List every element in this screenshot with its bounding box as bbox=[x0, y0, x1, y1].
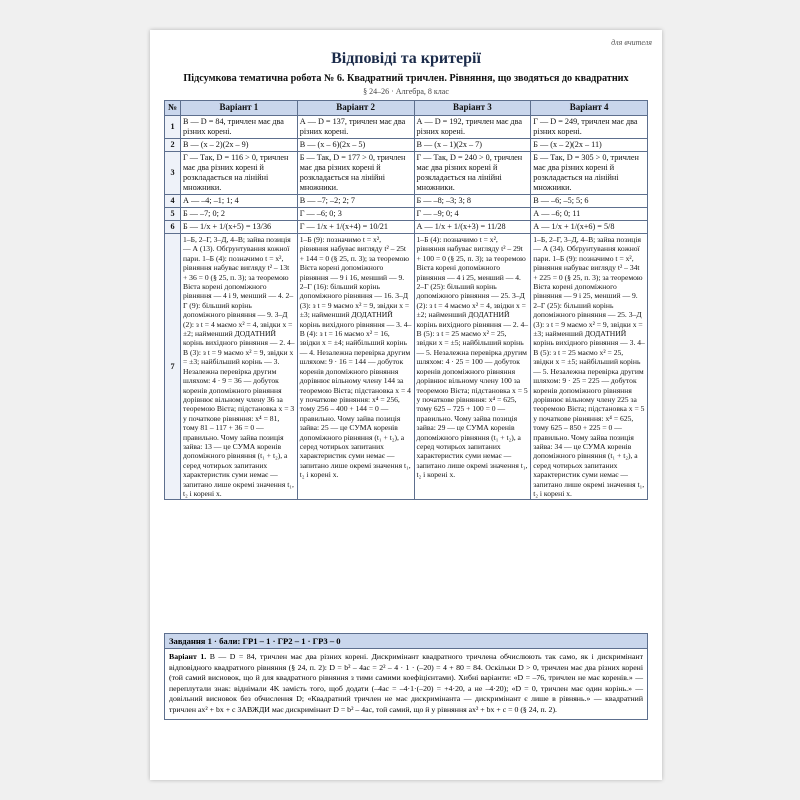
table-cell: А — D = 192, тричлен має два різних корені. bbox=[414, 116, 531, 139]
explanation-text: В — D = 84, тричлен має два різних корені. Дискримінант квадратного тричлена обчислюють так само, як і дискримінант відповідного квадратного рівняння (§ 24, п. 2): D = b² – 4ac = 2² – 4 · 1 · (–20) = 4 + 80 = 84. Оскільки D > 0, тричлен має два різних корені (той самий висновок, що й для квадратного рівняння з тими самими коефіцієнтами). Хибні варіанти: «D = –76, тричлен не має коренів.» — переплутали знак: віднімали 4K замість того, щоб додати (–4ac = –4·1·(–20) = +4·20, а не –4·20); «D = 0, тричлен має один корінь.» — довільний висновок без обчислення D; «Квадратний тричлен не має дискримінанта — дискримінант є лише в рівнянь.» — квадратний тричлен ax² + bx + c ЗАВЖДИ має дискримінант D = b² – 4ac, той самий, що й у рівняння ax² + bx + c = 0 (§ 24, п. 2). bbox=[169, 652, 644, 714]
table-cell: Б — 1/x + 1/(x+5) = 13/36 bbox=[181, 221, 298, 234]
table-cell: Б — –7; 0; 2 bbox=[181, 208, 298, 221]
row-number: 3 bbox=[165, 152, 181, 195]
table-cell: В — –7; –2; 2; 7 bbox=[297, 195, 414, 208]
table-row bbox=[165, 195, 648, 208]
row-number: 7 bbox=[165, 234, 181, 500]
table-cell: Б — Так, D = 177 > 0, тричлен має два різних корені й розкладається на лінійні множники. bbox=[297, 152, 414, 195]
table-row bbox=[165, 116, 648, 139]
page-subtitle: Підсумкова тематична робота № 6. Квадратний тричлен. Рівняння, що зводяться до квадратних bbox=[183, 73, 629, 84]
table-cell: Г — –9; 0; 4 bbox=[414, 208, 531, 221]
table-cell: А — –4; –1; 1; 4 bbox=[181, 195, 298, 208]
table-cell: Г — –6; 0; 3 bbox=[297, 208, 414, 221]
table-cell: А — D = 137, тричлен має два різних корені. bbox=[297, 116, 414, 139]
table-cell: Г — Так, D = 116 > 0, тричлен має два різних корені й розкладається на лінійні множники. bbox=[181, 152, 298, 195]
column-header-variant-4: Варіант 4 bbox=[531, 101, 648, 116]
teacher-note: для вчителя bbox=[611, 38, 652, 47]
column-header-variant-1: Варіант 1 bbox=[181, 101, 298, 116]
table-cell: А — 1/x + 1/(x+3) = 11/28 bbox=[414, 221, 531, 234]
table-cell: В — D = 84, тричлен має два різних корені. bbox=[181, 116, 298, 139]
table-cell: 1–Б (9): позначимо t = x², рівняння набуває вигляду t² – 25t + 144 = 0 (§ 25, п. 3); за теоремою Вієта корені допоміжного рівняння — 9 і 16, менший — 9. 2–Г (16): більший корінь допоміжного рівняння — 16. 3–Д (3): з t = 9 маємо x² = 9, звідки x = ±3; найменший ДОДАТНИЙ корінь вихідного рівняння — 3. 4–В (4): з t = 16 маємо x² = 16, звідки x = ±4; найбільший корінь — 4. Незалежна перевірка другим шляхом: 9 · 16 = 144 — добуток коренів допоміжного рівняння дорівнює вільному члену 144 за теоремою Вієта; підстановка x = 4 у початкове рівняння: x⁴ = 256, тому 256 – 400 + 144 = 0 — правильно. Чому зайва позиція зайва: 25 — це СУМА коренів допоміжного рівняння (t₁ + t₂), а серед чотирьох запитаних характеристик суми немає — запитано лише окремі значення t₁, t₂ і корені x. bbox=[297, 234, 414, 500]
table-row bbox=[165, 234, 648, 500]
column-header-number: № bbox=[165, 101, 181, 116]
task-explanation-box bbox=[164, 633, 648, 720]
worksheet-page bbox=[150, 30, 662, 780]
task-heading: Завдання 1 · бали: ГР1 – 1 · ГР2 – 1 · ГР3 – 0 bbox=[165, 634, 647, 649]
table-cell: Г — Так, D = 240 > 0, тричлен має два різних корені й розкладається на лінійні множники. bbox=[414, 152, 531, 195]
table-cell: В — (x – 6)(2x – 5) bbox=[297, 139, 414, 152]
table-cell: Г — D = 249, тричлен має два різних корені. bbox=[531, 116, 648, 139]
table-cell: Г — 1/x + 1/(x+4) = 10/21 bbox=[297, 221, 414, 234]
table-row bbox=[165, 152, 648, 195]
table-header-row bbox=[165, 101, 648, 116]
row-number: 5 bbox=[165, 208, 181, 221]
table-cell: А — –6; 0; 11 bbox=[531, 208, 648, 221]
table-cell: А — 1/x + 1/(x+6) = 5/8 bbox=[531, 221, 648, 234]
table-cell: 1–Б (4): позначимо t = x², рівняння набуває вигляду t² – 29t + 100 = 0 (§ 25, п. 3); за теоремою Вієта корені допоміжного рівняння — 4 і 25, менший — 4. 2–Г (25): більший корінь допоміжного рівняння — 25. 3–Д (2): з t = 4 маємо x² = 4, звідки x = ±2; найменший ДОДАТНИЙ корінь вихідного рівняння — 2. 4–В (5): з t = 25 маємо x² = 25, звідки x = ±5; найбільший корінь — 5. Незалежна перевірка другим шляхом: 4 · 25 = 100 — добуток коренів допоміжного рівняння дорівнює вільному члену 100 за теоремою Вієта; підстановка x = 5 у початкове рівняння: x⁴ = 625, тому 625 – 725 + 100 = 0 — правильно. Чому зайва позиція зайва: 29 — це СУМА коренів допоміжного рівняння (t₁ + t₂), а серед чотирьох запитаних характеристик суми немає — запитано лише окремі значення t₁, t₂ і корені x. bbox=[414, 234, 531, 500]
table-cell: 1–Б, 2–Г, 3–Д, 4–В; зайва позиція — А (34). Обґрунтування кожної пари. 1–Б (9): позначимо t = x², рівняння набуває вигляду t² – 34t + 225 = 0 (§ 25, п. 3); за теоремою Вієта корені допоміжного рівняння — 9 і 25, менший — 9. 2–Г (25): більший корінь допоміжного рівняння — 25. 3–Д (3): з t = 9 маємо x² = 9, звідки x = ±3; найменший ДОДАТНИЙ корінь вихідного рівняння — 3. 4–В (5): з t = 25 маємо x² = 25, звідки x = ±5; найбільший корінь — 5. Незалежна перевірка другим шляхом: 9 · 25 = 225 — добуток коренів допоміжного рівняння дорівнює вільному члену 225 за теоремою Вієта; підстановка x = 5 у початкове рівняння: x⁴ = 625, тому 625 – 850 + 225 = 0 — правильно. Чому зайва позиція зайва: 34 — це СУМА коренів допоміжного рівняння (t₁ + t₂), а серед чотирьох запитаних характеристик суми немає — запитано лише окремі значення t₁, t₂ і корені x. bbox=[531, 234, 648, 500]
table-cell: В — –6; –5; 5; 6 bbox=[531, 195, 648, 208]
table-row bbox=[165, 208, 648, 221]
table-cell: Б — (x – 2)(2x – 11) bbox=[531, 139, 648, 152]
table-cell: 1–Б, 2–Г, 3–Д, 4–В; зайва позиція — А (13). Обґрунтування кожної пари. 1–Б (4): позначимо t = x², рівняння набуває вигляду t² – 13t + 36 = 0 (§ 25, п. 3); за теоремою Вієта корені допоміжного рівняння — 4 і 9, менший — 4. 2–Г (9): більший корінь допоміжного рівняння — 9. 3–Д (2): з t = 4 маємо x² = 4, звідки x = ±2; найменший ДОДАТНИЙ корінь вихідного рівняння — 2. 4–В (3): з t = 9 маємо x² = 9, звідки x = ±3; найбільший корінь — 3. Незалежна перевірка другим шляхом: 4 · 9 = 36 — добуток коренів допоміжного рівняння дорівнює вільному члену 36 за теоремою Вієта; підстановка x = 3 у початкове рівняння: x⁴ = 81, тому 81 – 117 + 36 = 0 — правильно. Чому зайва позиція зайва: 13 — це СУМА коренів допоміжного рівняння (t₁ + t₂), а серед чотирьох запитаних характеристик суми немає — запитано лише окремі значення t₁, t₂ і корені x. bbox=[181, 234, 298, 500]
page-title: Відповіді та критерії bbox=[331, 50, 481, 67]
row-number: 6 bbox=[165, 221, 181, 234]
table-row bbox=[165, 139, 648, 152]
answers-table bbox=[164, 100, 648, 500]
table-cell: Б — –8; –3; 3; 8 bbox=[414, 195, 531, 208]
table-cell: В — (x – 1)(2x – 7) bbox=[414, 139, 531, 152]
column-header-variant-2: Варіант 2 bbox=[297, 101, 414, 116]
row-number: 1 bbox=[165, 116, 181, 139]
table-cell: Б — Так, D = 305 > 0, тричлен має два різних корені й розкладається на лінійні множники. bbox=[531, 152, 648, 195]
row-number: 4 bbox=[165, 195, 181, 208]
variant-label: Варіант 1. bbox=[169, 652, 207, 661]
page-reference: § 24–26 · Алгебра, 8 клас bbox=[363, 87, 449, 96]
column-header-variant-3: Варіант 3 bbox=[414, 101, 531, 116]
table-row bbox=[165, 221, 648, 234]
row-number: 2 bbox=[165, 139, 181, 152]
task-explanation bbox=[165, 649, 647, 719]
table-cell: В — (x – 2)(2x – 9) bbox=[181, 139, 298, 152]
